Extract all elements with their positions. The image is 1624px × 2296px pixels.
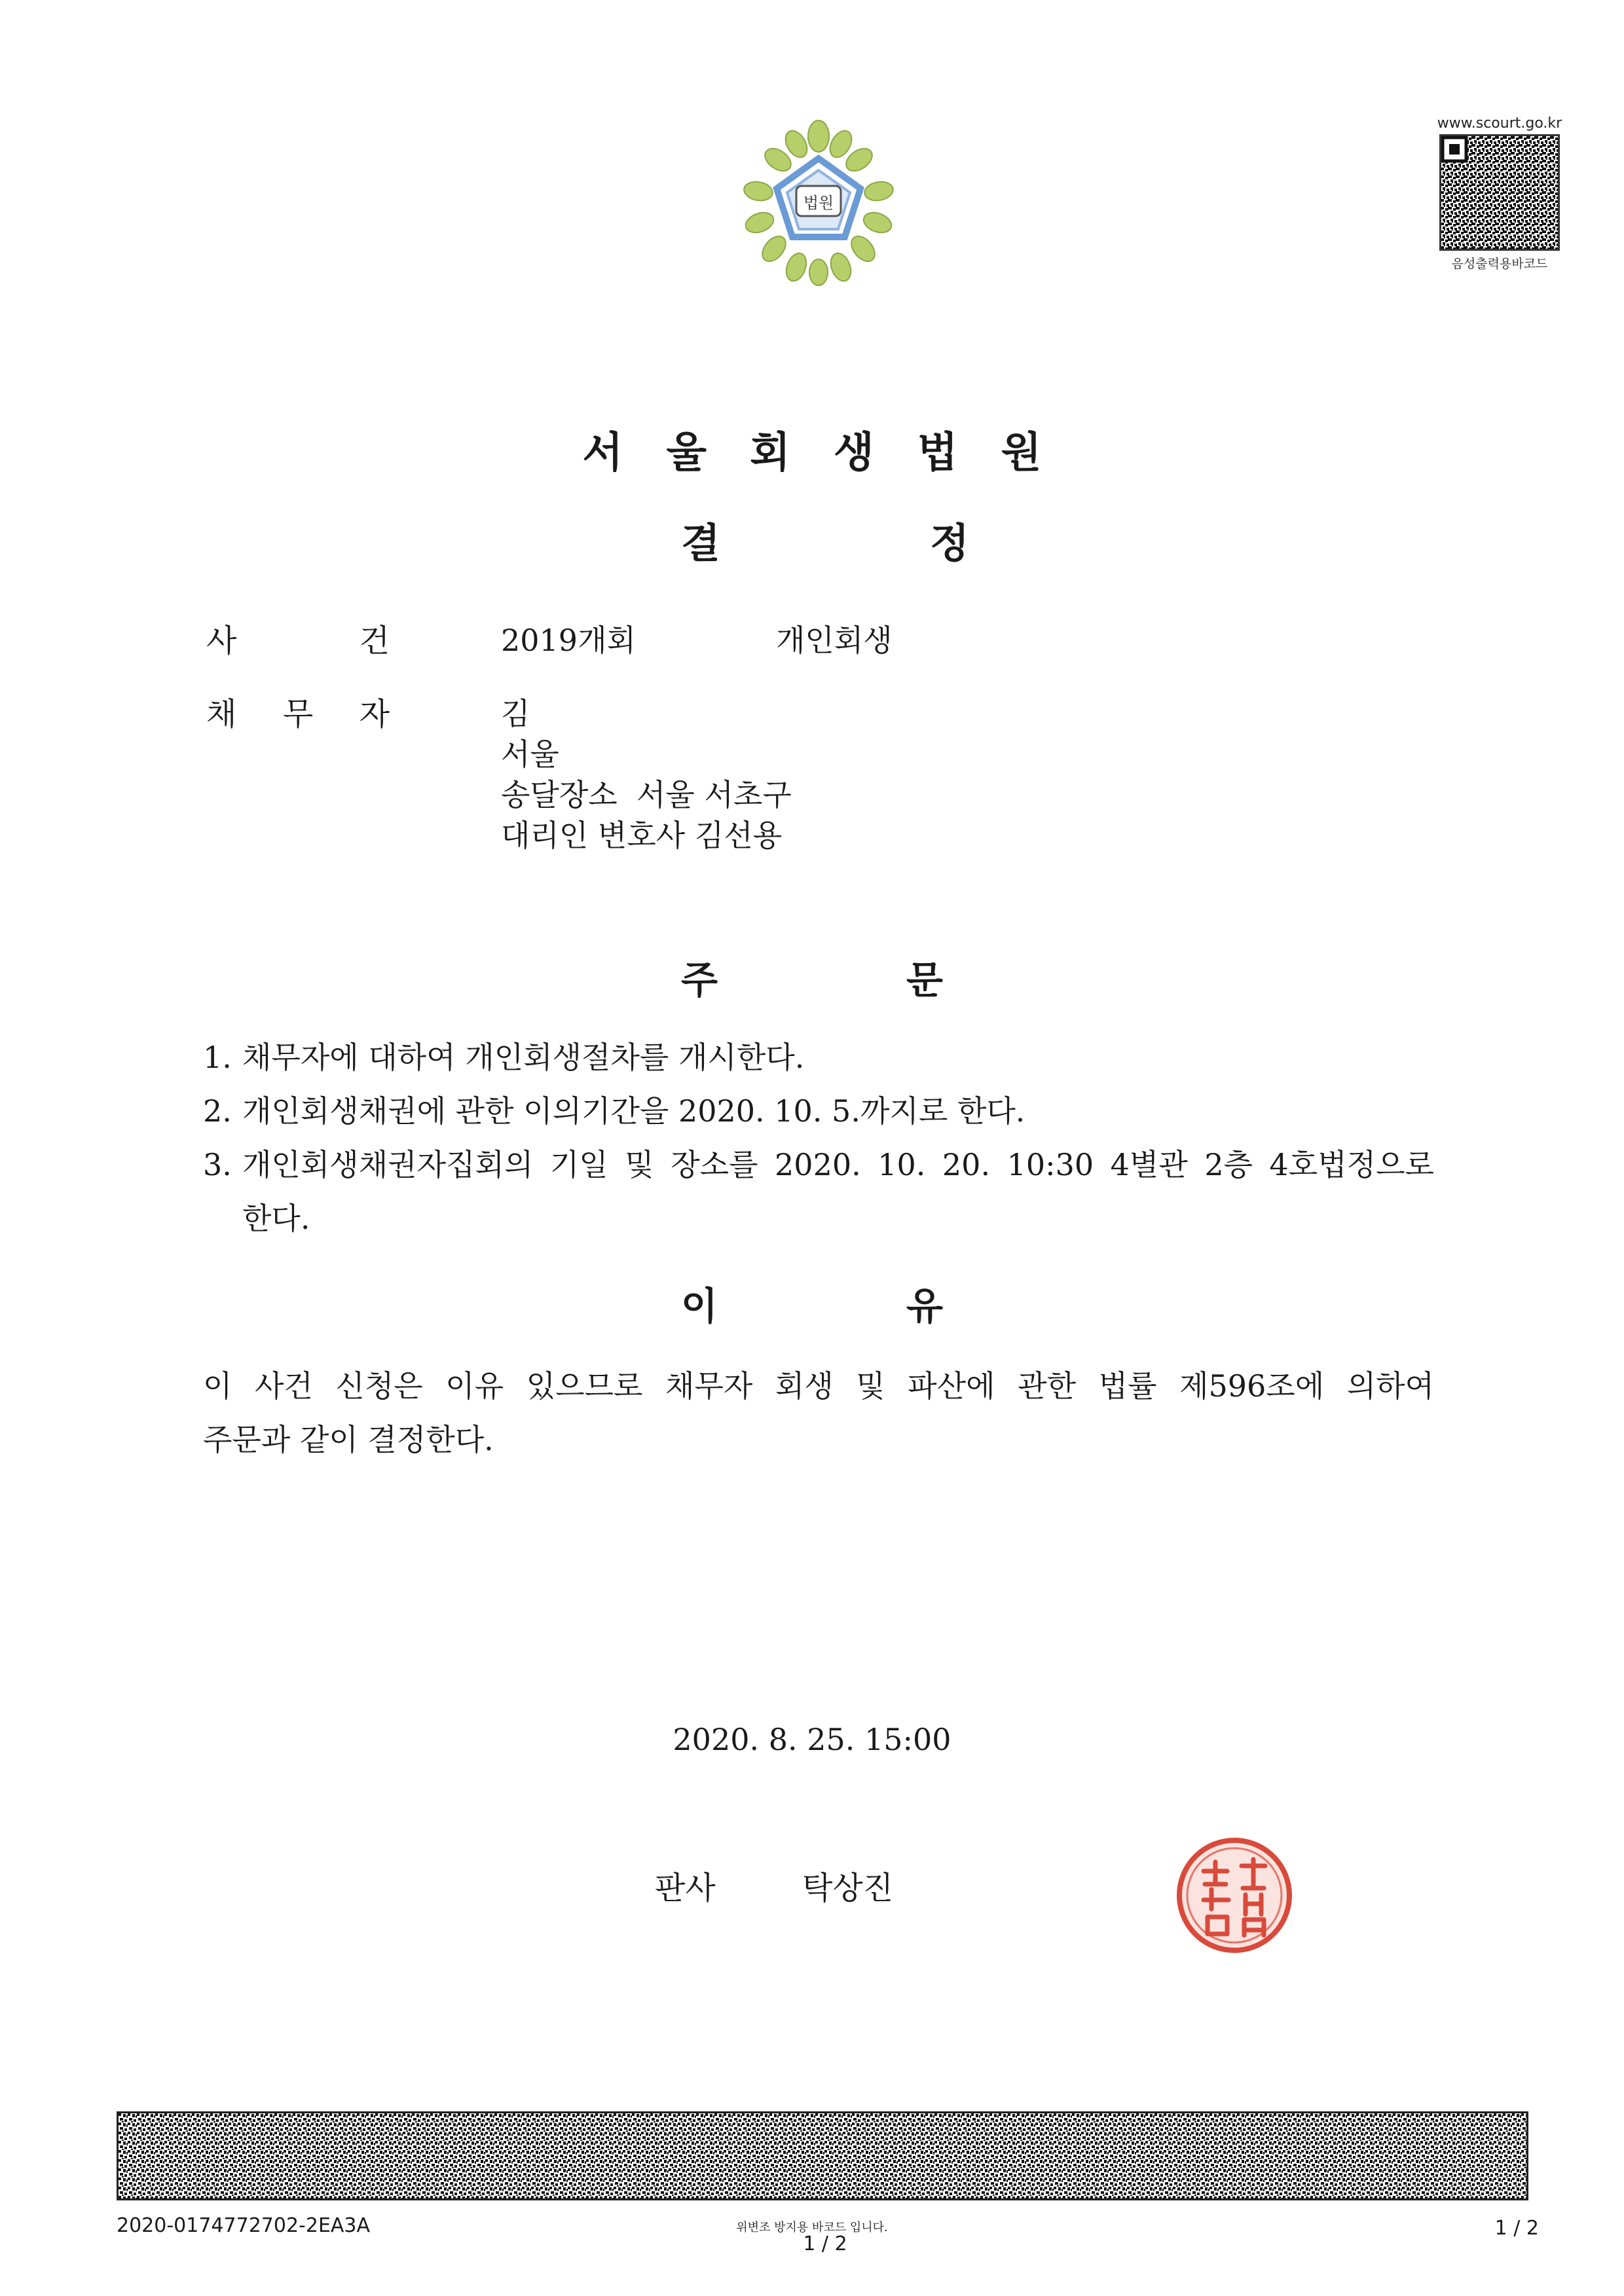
debtor-label-char-2: 무 — [282, 696, 314, 733]
qr-caption: 음성출력용바코드 — [1451, 257, 1548, 271]
order-item-2 — [203, 1084, 1434, 1138]
judge-name: 탁상진 — [802, 1870, 894, 1906]
indent-spacer — [203, 1192, 242, 1245]
reason-heading-char-2: 유 — [906, 1284, 943, 1328]
reason-text — [203, 1359, 1434, 1467]
debtor-label — [206, 689, 390, 734]
judge-seal-icon — [1172, 1833, 1297, 1958]
reason-line-2: 주문과 같이 결정한다. — [203, 1422, 494, 1457]
order-item-text: 개인회생채권자집회의 기일 및 장소를 2020. 10. 20. 10:30 4별관 2층 4호법정으로 — [242, 1147, 1434, 1182]
order-heading-char-1: 주 — [681, 958, 718, 1002]
debtor-address: 서울 — [501, 737, 559, 772]
case-type: 개인회생 — [776, 623, 893, 658]
debtor-label-char-1: 채 — [206, 696, 237, 733]
order-item-3-continuation — [203, 1192, 1434, 1245]
anti-forgery-note: 위변조 방지용 바코드 입니다. — [736, 2221, 888, 2234]
case-number: 2019개회 — [501, 623, 636, 658]
order-heading-char-2: 문 — [906, 958, 943, 1002]
order-item-num: 3. — [203, 1147, 232, 1182]
order-heading — [681, 949, 943, 1004]
qr-barcode-icon — [1439, 134, 1560, 251]
debtor-name: 김 — [501, 696, 530, 731]
case-label-char-1: 사 — [206, 623, 237, 659]
order-list — [203, 1030, 1434, 1245]
debtor-agent: 대리인 변호사 김선용 — [501, 818, 783, 853]
order-item-text-cont: 한다. — [242, 1201, 310, 1236]
judge-label: 판사 — [655, 1870, 716, 1906]
order-item-text: 채무자에 대하여 개인회생절차를 개시한다. — [242, 1040, 805, 1075]
debtor-service-address: 송달장소 서울 서초구 — [501, 777, 792, 812]
qr-url: www.scourt.go.kr — [1437, 115, 1562, 132]
reason-heading-char-1: 이 — [681, 1284, 718, 1328]
debtor-label-char-3: 자 — [359, 696, 390, 733]
reason-heading — [681, 1275, 943, 1330]
decision-date: 2020. 8. 25. 15:00 — [673, 1722, 951, 1757]
court-name: 서울회생법원 — [582, 429, 1085, 477]
court-emblem-icon — [733, 118, 904, 288]
title-char-1: 결 — [681, 519, 720, 567]
order-item-1 — [203, 1030, 1434, 1084]
document-title — [681, 511, 969, 569]
order-item-text: 개인회생채권에 관한 이의기간을 2020. 10. 5.까지로 한다. — [242, 1093, 1025, 1129]
title-char-2: 정 — [930, 519, 969, 567]
page-number-right: 1 / 2 — [1494, 2217, 1539, 2240]
order-item-num: 2. — [203, 1093, 232, 1129]
emblem-text: 법원 — [803, 193, 834, 212]
page-number-center: 1 / 2 — [803, 2232, 847, 2255]
case-label — [206, 615, 390, 661]
case-label-char-2: 건 — [359, 623, 390, 659]
document-id: 2020-0174772702-2EA3A — [117, 2214, 371, 2237]
order-item-num: 1. — [203, 1040, 232, 1075]
anti-forgery-barcode-icon — [117, 2111, 1528, 2200]
order-item-3 — [203, 1138, 1434, 1192]
reason-line-1: 이 사건 신청은 이유 있으므로 채무자 회생 및 파산에 관한 법률 제596조에 의하여 — [203, 1368, 1434, 1404]
